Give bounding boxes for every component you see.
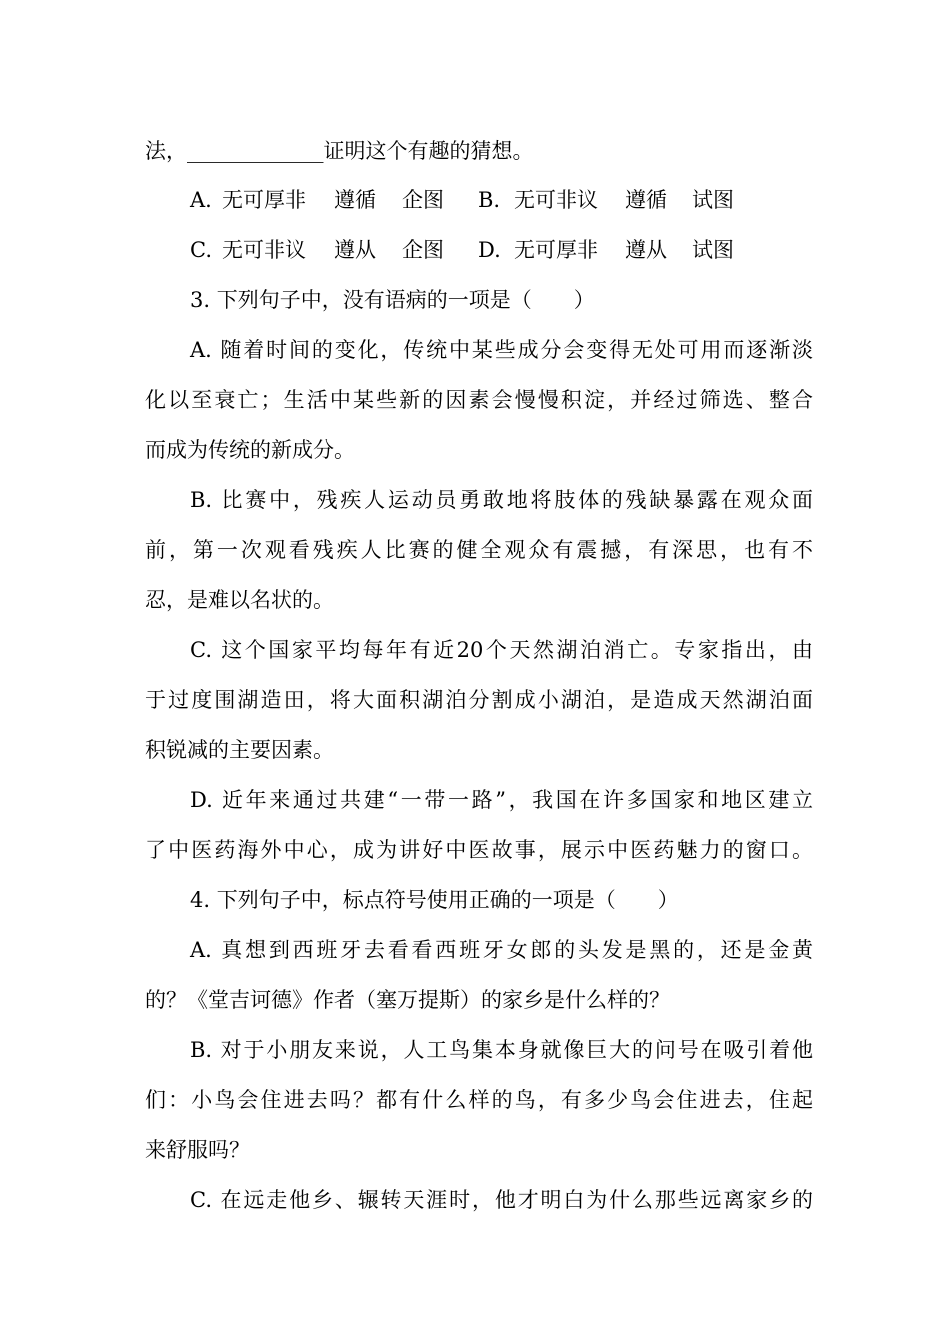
q3-option-c-line-2: 于过度围湖造田，将大面积湖泊分割成小湖泊，是造成天然湖泊面 [145,688,813,712]
q4-option-a-line-1: A. 真想到西班牙去看看西班牙女郎的头发是黑的，还是金黄 [190,938,813,962]
q2-option-c-letter: C. [190,238,212,262]
q3-option-c-line-3: 积锐减的主要因素。 [145,738,334,762]
q2-option-a-word-2: 遵循 [334,188,376,212]
q2-option-c-word-3: 企图 [402,238,444,262]
q2-option-d-word-3: 试图 [692,238,734,262]
q2-option-a-letter: A. [190,188,212,212]
q3-option-b-line-3: 忍，是难以名状的。 [145,588,334,612]
q2-option-c-word-2: 遵从 [334,238,376,262]
q2-option-d-word-1: 无可厚非 [514,238,598,262]
q2-tail-line: 法，_____________证明这个有趣的猜想。 [145,139,534,163]
q4-option-a-line-2: 的？《堂吉诃德》作者（塞万提斯）的家乡是什么样的？ [145,988,670,1012]
q2-option-b-word-2: 遵循 [625,188,667,212]
q3-option-b-line-1: B. 比赛中，残疾人运动员勇敢地将肢体的残缺暴露在观众面 [190,488,813,512]
q3-option-a-line-3: 而成为传统的新成分。 [145,438,355,462]
q2-option-b-letter: B. [478,188,501,212]
q4-option-b-line-2: 们：小鸟会住进去吗？都有什么样的鸟，有多少鸟会住进去，住起 [145,1088,813,1112]
q3-option-d-line-2: 了中医药海外中心，成为讲好中医故事，展示中医药魅力的窗口。 [145,838,813,862]
q2-option-b-word-3: 试图 [692,188,734,212]
q3-option-d-line-1: D. 近年来通过共建“一带一路”，我国在许多国家和地区建立 [190,788,813,812]
q4-stem: 4. 下列句子中，标点符号使用正确的一项是（ ） [190,888,679,912]
q2-option-c-word-1: 无可非议 [222,238,306,262]
q3-stem: 3. 下列句子中，没有语病的一项是（ ） [190,288,595,312]
q2-option-b-word-1: 无可非议 [514,188,598,212]
q2-option-d-word-2: 遵从 [625,238,667,262]
q3-option-a-line-2: 化以至衰亡；生活中某些新的因素会慢慢积淀，并经过筛选、整合 [145,388,813,412]
q2-option-a-word-1: 无可厚非 [222,188,306,212]
q3-option-a-line-1: A. 随着时间的变化，传统中某些成分会变得无处可用而逐渐淡 [190,338,813,362]
q4-option-b-line-1: B. 对于小朋友来说，人工鸟集本身就像巨大的问号在吸引着他 [190,1038,813,1062]
q3-option-c-line-1: C. 这个国家平均每年有近20个天然湖泊消亡。专家指出，由 [190,638,813,662]
q2-option-a-word-3: 企图 [402,188,444,212]
q3-option-b-line-2: 前，第一次观看残疾人比赛的健全观众有震撼，有深思，也有不 [145,538,813,562]
q4-option-c-line-1: C. 在远走他乡、辗转天涯时，他才明白为什么那些远离家乡的 [190,1188,813,1212]
q4-option-b-line-3: 来舒服吗？ [145,1138,250,1162]
q2-option-d-letter: D. [478,238,501,262]
